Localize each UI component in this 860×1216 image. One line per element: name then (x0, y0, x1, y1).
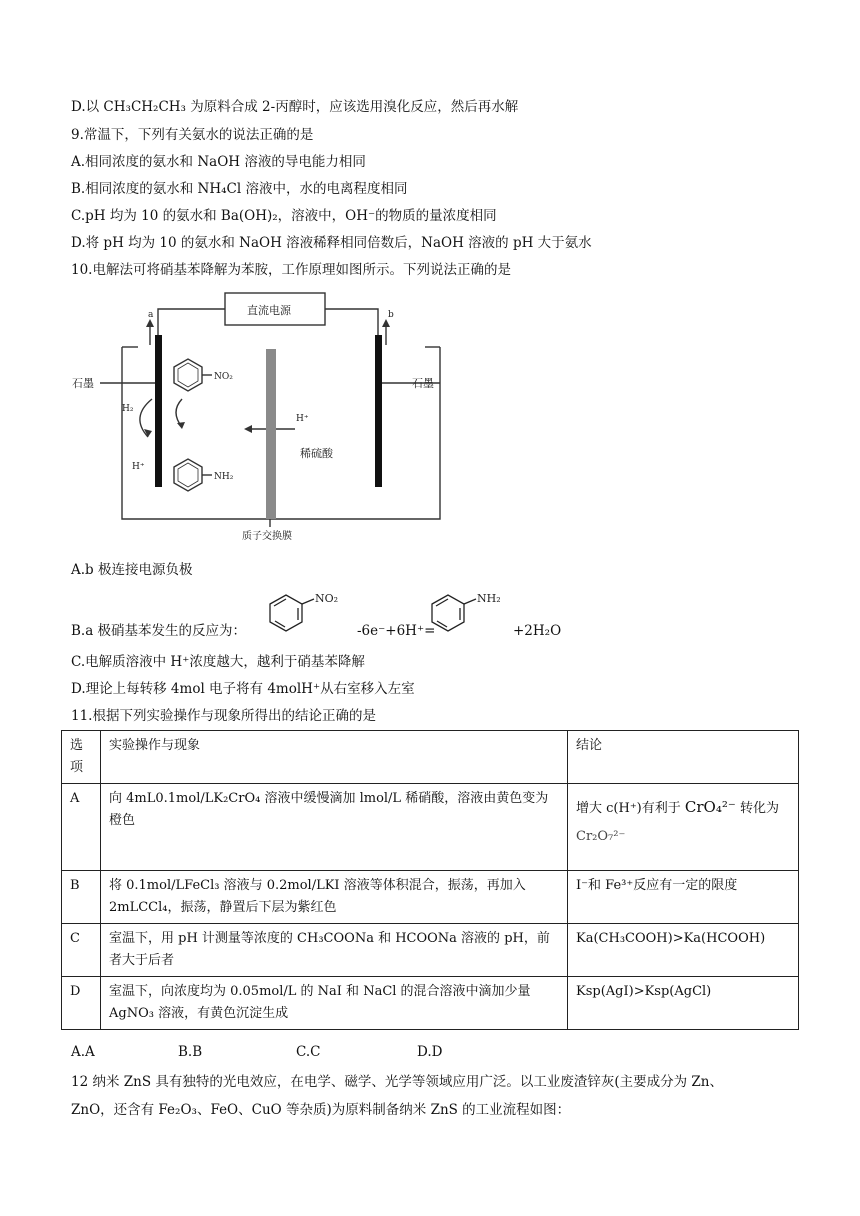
eq-nh2-label: NH₂ (477, 592, 501, 605)
label-a: a (148, 310, 154, 320)
q12-stem-line1: 12 纳米 ZnS 具有独特的光电效应，在电学、磁学、光学等领域应用广泛。以工业废渣锌灰(主要成分为 Zn、 (71, 1074, 724, 1090)
chromate-ion: CrO₄²⁻ (684, 798, 736, 816)
q10-option-b-suffix: +2H₂O (513, 623, 562, 639)
row-option: A (62, 784, 101, 871)
q12-stem-line2: ZnO，还含有 Fe₂O₃、FeO、CuO 等杂质)为原料制备纳米 ZnS 的工业流程如图： (71, 1102, 571, 1118)
q10-option-c: C.电解质溶液中 H⁺浓度越大，越利于硝基苯降解 (71, 654, 365, 670)
electrolysis-diagram (70, 287, 460, 545)
nh2-label: NH₂ (214, 472, 234, 482)
nitrobenzene-structure (258, 586, 348, 636)
no2-label: NO₂ (214, 372, 233, 382)
table-row (62, 924, 799, 977)
header-conclusion: 结论 (568, 731, 799, 784)
q9-option-d: D.将 pH 均为 10 的氨水和 NaOH 溶液稀释相同倍数后，NaOH 溶液的 pH 大于氨水 (71, 235, 592, 251)
header-option: 选 项 (62, 731, 101, 784)
membrane-label: 质子交换膜 (242, 531, 292, 542)
q9-option-a: A.相同浓度的氨水和 NaOH 溶液的导电能力相同 (71, 154, 366, 170)
right-electrode (375, 335, 382, 487)
label-b: b (388, 310, 394, 320)
table-row (62, 784, 799, 871)
q9-option-c: C.pH 均为 10 的氨水和 Ba(OH)₂，溶液中，OH⁻的物质的量浓度相同 (71, 208, 497, 224)
q11-option-a: A.A (71, 1044, 95, 1060)
q11-option-b: B.B (178, 1044, 203, 1060)
row-conclusion: Ka(CH₃COOH)>Ka(HCOOH) (568, 924, 799, 977)
row-conclusion: 增大 c(H⁺)有利于 CrO₄²⁻ 转化为 Cr₂O₇²⁻ (568, 784, 799, 871)
row-operation: 室温下，向浓度均为 0.05mol/L 的 NaI 和 NaCl 的混合溶液中滴加少量 AgNO₃ 溶液，有黄色沉淀生成 (101, 977, 568, 1030)
row-conclusion: Ksp(AgI)>Ksp(AgCl) (568, 977, 799, 1030)
table-row (62, 977, 799, 1030)
q11-stem: 11.根据下列实验操作与现象所得出的结论正确的是 (71, 708, 376, 724)
row-operation: 向 4mL0.1mol/LK₂CrO₄ 溶液中缓慢滴加 lmol/L 稀硝酸，溶液由黄色变为橙色 (101, 784, 568, 871)
power-label: 直流电源 (247, 304, 291, 317)
h-plus-right-label: H⁺ (296, 414, 309, 424)
q10-option-b-prefix: B.a 极硝基苯发生的反应为： (71, 623, 247, 639)
proton-exchange-membrane (266, 349, 276, 519)
q10-option-b-middle: -6e⁻+6H⁺= (357, 623, 436, 639)
q10-option-a: A.b 极连接电源负极 (71, 562, 193, 578)
eq-no2-label: NO₂ (315, 592, 339, 605)
q10-stem: 10.电解法可将硝基苯降解为苯胺，工作原理如图所示。下列说法正确的是 (71, 262, 511, 278)
row-operation: 室温下，用 pH 计测量等浓度的 CH₃COONa 和 HCOONa 溶液的 pH，前者大于后者 (101, 924, 568, 977)
q11-option-c: C.C (296, 1044, 321, 1060)
row-option: D (62, 977, 101, 1030)
q8-option-d: D.以 CH₃CH₂CH₃ 为原料合成 2-丙醇时，应该选用溴化反应，然后再水解 (71, 99, 519, 115)
table-row (62, 871, 799, 924)
row-conclusion: I⁻和 Fe³⁺反应有一定的限度 (568, 871, 799, 924)
row-operation: 将 0.1mol/LFeCl₃ 溶液与 0.2mol/LKI 溶液等体积混合，振荡，再加入 2mLCCl₄，振荡，静置后下层为紫红色 (101, 871, 568, 924)
experiment-table (61, 730, 799, 1030)
left-graphite-label: 石墨 (72, 377, 94, 390)
h-plus-left-label: H⁺ (132, 462, 145, 472)
header-operation: 实验操作与现象 (101, 731, 568, 784)
left-electrode (155, 335, 162, 487)
right-graphite-label: 石墨 (412, 377, 434, 390)
q11-option-d: D.D (417, 1044, 443, 1060)
sulfuric-acid-label: 稀硫酸 (300, 447, 333, 460)
aniline-structure (420, 586, 510, 636)
q10-option-d: D.理论上每转移 4mol 电子将有 4molH⁺从右室移入左室 (71, 681, 415, 697)
q9-stem: 9.常温下，下列有关氨水的说法正确的是 (71, 127, 314, 143)
q9-option-b: B.相同浓度的氨水和 NH₄Cl 溶液中，水的电离程度相同 (71, 181, 408, 197)
dichromate-ion: Cr₂O₇²⁻ (576, 829, 626, 844)
row-option: B (62, 871, 101, 924)
row-option: C (62, 924, 101, 977)
table-header-row (62, 731, 799, 784)
h2-label: H₂ (122, 404, 134, 414)
